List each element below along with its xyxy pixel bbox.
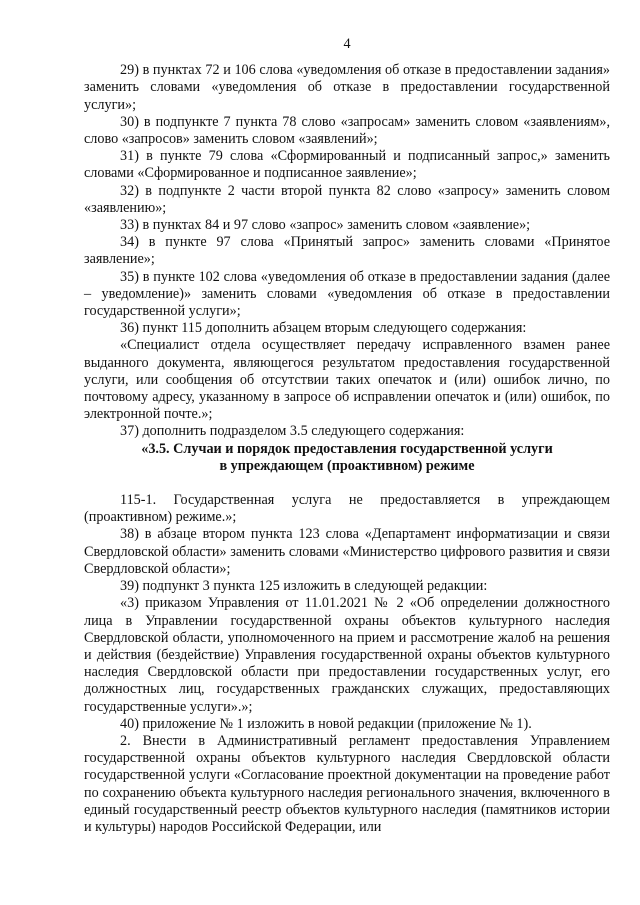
paragraph: 40) приложение № 1 изложить в новой редакции (приложение № 1).	[120, 715, 532, 732]
document-page	[84, 36, 610, 836]
quoted-paragraph: «Специалист отдела осуществляет передачу исправленного взамен ранее выданного документа, являющегося результатом предоставления государственной услуги, или сообщения об отсутствии таких опечаток и (или) ошибок лично, по почтовому адресу, указанному в запросе об исправлении опечаток и (или) ошибок, по электронной почте.»;	[84, 337, 610, 423]
paragraph: 115-1. Государственная услуга не предоставляется в упреждающем (проактивном) режиме.»;	[84, 492, 610, 526]
paragraph: 38) в абзаце втором пункта 123 слова «Департамент информатизации и связи Свердловской области» заменить словами «Министерство цифрового развития и связи Свердловской области»;	[84, 526, 610, 577]
paragraph: 32) в подпункте 2 части второй пункта 82 слово «запросу» заменить словом «заявлению»;	[84, 182, 610, 216]
paragraph: 33) в пунктах 84 и 97 слово «запрос» заменить словом «заявление»;	[120, 217, 531, 234]
paragraph: 30) в подпункте 7 пункта 78 слово «запросам» заменить словом «заявлениям», слово «запросов» заменить словом «заявлений»;	[84, 113, 610, 148]
section-heading-line: «3.5. Случаи и порядок предоставления государственной услуги	[141, 440, 553, 457]
paragraph: 39) подпункт 3 пункта 125 изложить в следующей редакции:	[120, 578, 488, 595]
paragraph: 35) в пункте 102 слова «уведомления об отказе в предоставлении задания (далее – уведомление)» заменить словами «уведомления об отказе в предоставлении государственной услуги»;	[84, 268, 610, 320]
paragraph: 34) в пункте 97 слова «Принятый запрос» заменить словами «Принятое заявление»;	[84, 234, 610, 268]
paragraph: 29) в пунктах 72 и 106 слова «уведомления об отказе в предоставлении задания» заменить словами «уведомления об отказе в предоставлении государственной услуги»;	[84, 62, 610, 113]
paragraph: 37) дополнить подразделом 3.5 следующего содержания:	[120, 423, 465, 440]
section-heading-line: в упреждающем (проактивном) режиме	[219, 457, 475, 474]
page-number: 4	[343, 36, 351, 52]
paragraph: 2. Внести в Административный регламент предоставления Управлением государственной охраны объектов культурного наследия Свердловской области государственной услуги «Согласование проектной документации на проведение работ по сохранению объекта культурного наследия регионального значения, включенного в единый государственный реестр объектов культурного наследия (памятников истории и культуры) народов Российской Федерации, или	[84, 732, 610, 835]
spacer	[84, 475, 610, 492]
quoted-paragraph: «3) приказом Управления от 11.01.2021 № 2 «Об определении должностного лица в Управлении государственной охраны объектов культурного наследия Свердловской области, уполномоченного на прием и рассмотрение жалоб на решения и действия (бездействие) Управления государственной охраны объектов культурного наследия Свердловской области при предоставлении государственных услуг, его должностных лиц, государственных гражданских служащих, предоставляющих государственные услуги».»;	[84, 595, 610, 715]
paragraph: 36) пункт 115 дополнить абзацем вторым следующего содержания:	[120, 320, 527, 337]
paragraph: 31) в пункте 79 слова «Сформированный и подписанный запрос,» заменить словами «Сформированное и подписанное заявление»;	[84, 148, 610, 182]
